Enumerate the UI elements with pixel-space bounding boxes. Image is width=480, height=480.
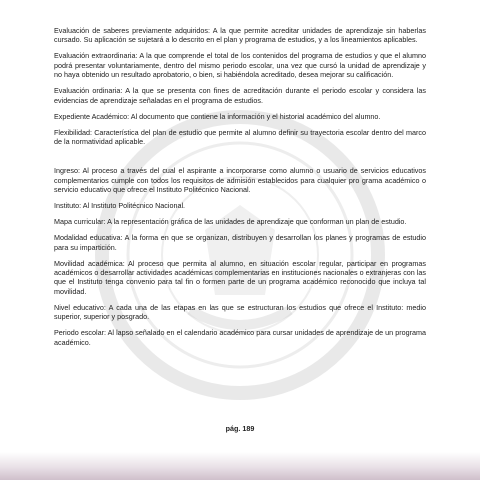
definition-mapa-curricular: Mapa curricular: A la representación gráfica de las unidades de aprendizaje que conforman un plan de estudio. bbox=[54, 217, 407, 227]
definition-evaluacion-saberes: Evaluación de saberes previamente adquiridos: A la que permite acreditar unidades de aprendizaje sin haberlas cursado. Su aplicación se sujetará a lo descrito en el plan y programa de estudios, y a los lineamientos aplicables. bbox=[54, 26, 426, 45]
definition-modalidad-educativa: Modalidad educativa: A la forma en que se organizan, distribuyen y desarrollan los planes y programas de estudio para su impartición. bbox=[54, 233, 426, 252]
footer-decorative-band bbox=[0, 452, 480, 480]
definition-nivel-educativo: Nivel educativo: A cada una de las etapas en las que se estructuran los estudios que ofrece el Instituto: medio superior, superior y posgrado. bbox=[54, 302, 426, 322]
definition-instituto: Instituto: Al Instituto Politécnico Nacional. bbox=[54, 201, 186, 211]
definition-evaluacion-ordinaria: Evaluación ordinaria: A la que se presenta con fines de acreditación durante el periodo escolar y considera las evidencias de aprendizaje señaladas en el programa de estudios. bbox=[54, 86, 426, 105]
document-body bbox=[54, 26, 426, 354]
definition-expediente-academico: Expediente Académico: Al documento que contiene la información y el historial académico del alumno. bbox=[54, 111, 381, 121]
definition-flexibilidad: Flexibilidad: Característica del plan de estudio que permite al alumno definir su trayectoria escolar dentro del marco de la normatividad aplicable. bbox=[54, 127, 426, 147]
definition-evaluacion-extraordinaria: Evaluación extraordinaria: A la que comprende el total de los contenidos del programa de estudios y que el alumno podrá presentar voluntariamente, dentro del mismo periodo escolar, una vez que cursó la unidad de aprendizaje y no haya obtenido un resultado aprobatorio, o bien, si habiéndola acreditado, desea mejorar su calificación. bbox=[54, 51, 426, 80]
definition-periodo-escolar: Periodo escolar: Al lapso señalado en el calendario académico para cursar unidades de aprendizaje de un programa académico. bbox=[54, 328, 426, 347]
definition-ingreso: Ingreso: Al proceso a través del cual el aspirante a incorporarse como alumno o usuario de servicios educativos complementarios cumple con todos los requisitos de admisión establecidos para cualquier pro grama académico o servicio educativo que ofrece el Instituto Politécnico Nacional. bbox=[54, 166, 426, 195]
definition-movilidad-academica: Movilidad académica: Al proceso que permita al alumno, en situación escolar regular, participar en programas académicos o desarrollar actividades académicas complementarias en instituciones nacionales o extranjeras con las que el Instituto tenga convenio para tal fin o formen parte de un programa académico reconocido que incluya tal movilidad. bbox=[54, 258, 426, 296]
page-number: pág. 189 bbox=[225, 424, 255, 433]
